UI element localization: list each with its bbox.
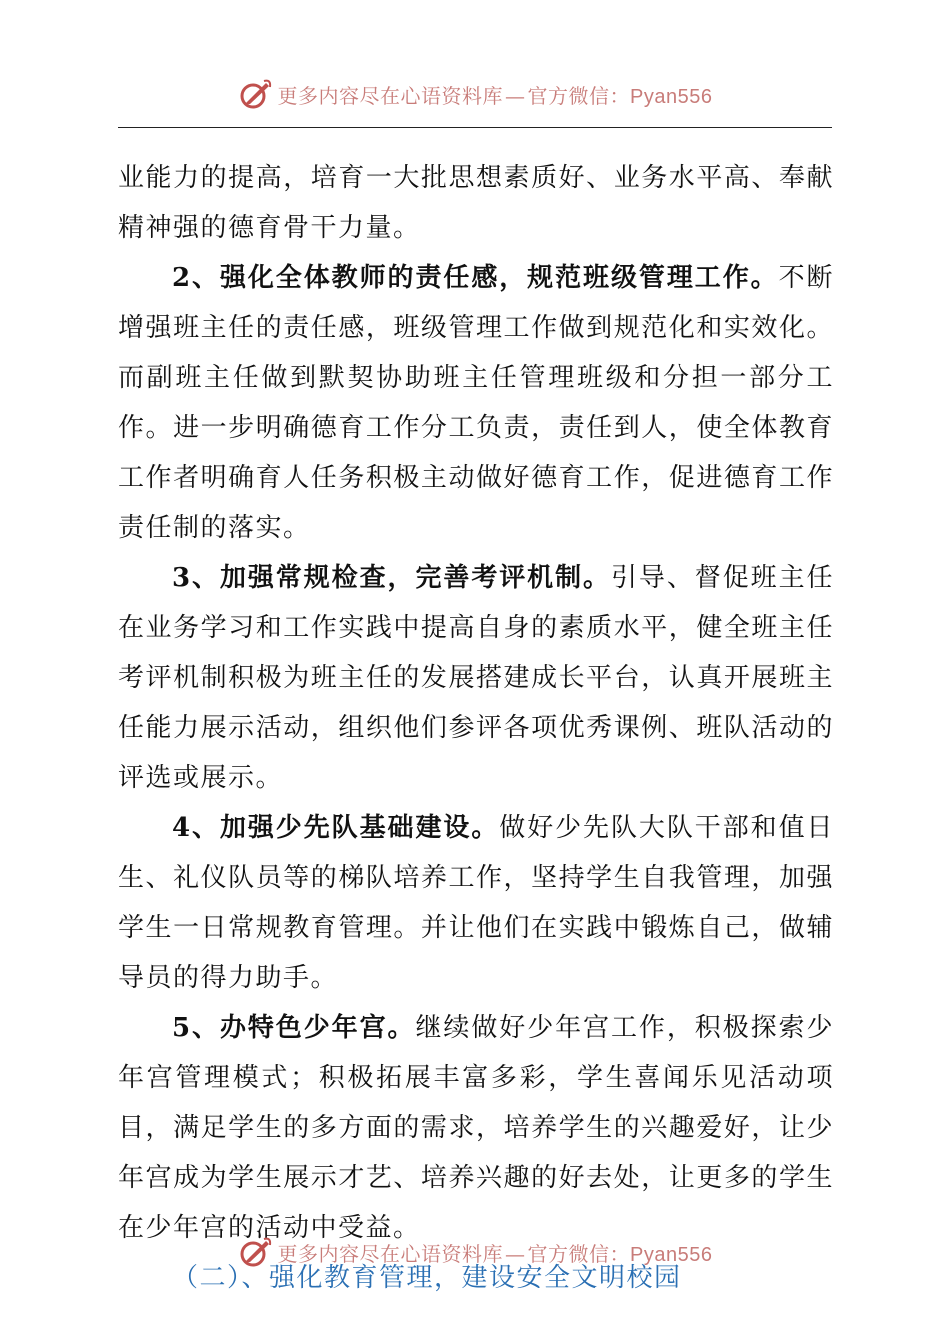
paragraph: 3、加强常规检查，完善考评机制。引导、督促班主任在业务学习和工作实践中提高自身的素质水平，健全班主任考评机制积极为班主任的发展搭建成长平台，认真开展班主任能力展示活动，组织他们参评各项优秀课例、班队活动的评选或展示。 bbox=[118, 563, 834, 793]
header-banner bbox=[0, 74, 950, 114]
section-heading: （二）、强化教育管理，建设安全文明校园 bbox=[172, 1263, 682, 1293]
header-divider bbox=[118, 127, 832, 128]
document-body bbox=[118, 153, 834, 1303]
paragraph-heading: 2、强化全体教师的责任感，规范班级管理工作。 bbox=[172, 263, 779, 293]
quill-logo-icon bbox=[238, 77, 272, 111]
paragraph-heading: 4、加强少先队基础建设。 bbox=[172, 813, 500, 843]
paragraph: 4、加强少先队基础建设。做好少先队大队干部和值日生、礼仪队员等的梯队培养工作，坚持学生自我管理，加强学生一日常规教育管理。并让他们在实践中锻炼自己，做辅导员的得力助手。 bbox=[118, 813, 834, 993]
quill-logo-icon bbox=[238, 1235, 272, 1269]
paragraph-heading: 5、办特色少年宫。 bbox=[172, 1013, 416, 1043]
paragraph-heading: 3、加强常规检查，完善考评机制。 bbox=[172, 563, 611, 593]
paragraph: 业能力的提高，培育一大批思想素质好、业务水平高、奉献精神强的德育骨干力量。 bbox=[118, 163, 834, 243]
header-banner-text: 更多内容尽在心语资料库 — 官方微信：Pyan556 bbox=[277, 83, 713, 108]
footer-banner bbox=[0, 1232, 950, 1272]
paragraph: 2、强化全体教师的责任感，规范班级管理工作。不断增强班主任的责任感，班级管理工作做到规范化和实效化。而副班主任做到默契协助班主任管理班级和分担一部分工作。进一步明确德育工作分工负责，责任到人，使全体教育工作者明确育人任务积极主动做好德育工作，促进德育工作责任制的落实。 bbox=[118, 263, 834, 543]
paragraph: 5、办特色少年宫。继续做好少年宫工作，积极探索少年宫管理模式；积极拓展丰富多彩，学生喜闻乐见活动项目，满足学生的多方面的需求，培养学生的兴趣爱好，让少年宫成为学生展示才艺、培养兴趣的好去处，让更多的学生在少年宫的活动中受益。 bbox=[118, 1013, 834, 1243]
footer-banner-text: 更多内容尽在心语资料库 — 官方微信：Pyan556 bbox=[277, 1241, 713, 1266]
